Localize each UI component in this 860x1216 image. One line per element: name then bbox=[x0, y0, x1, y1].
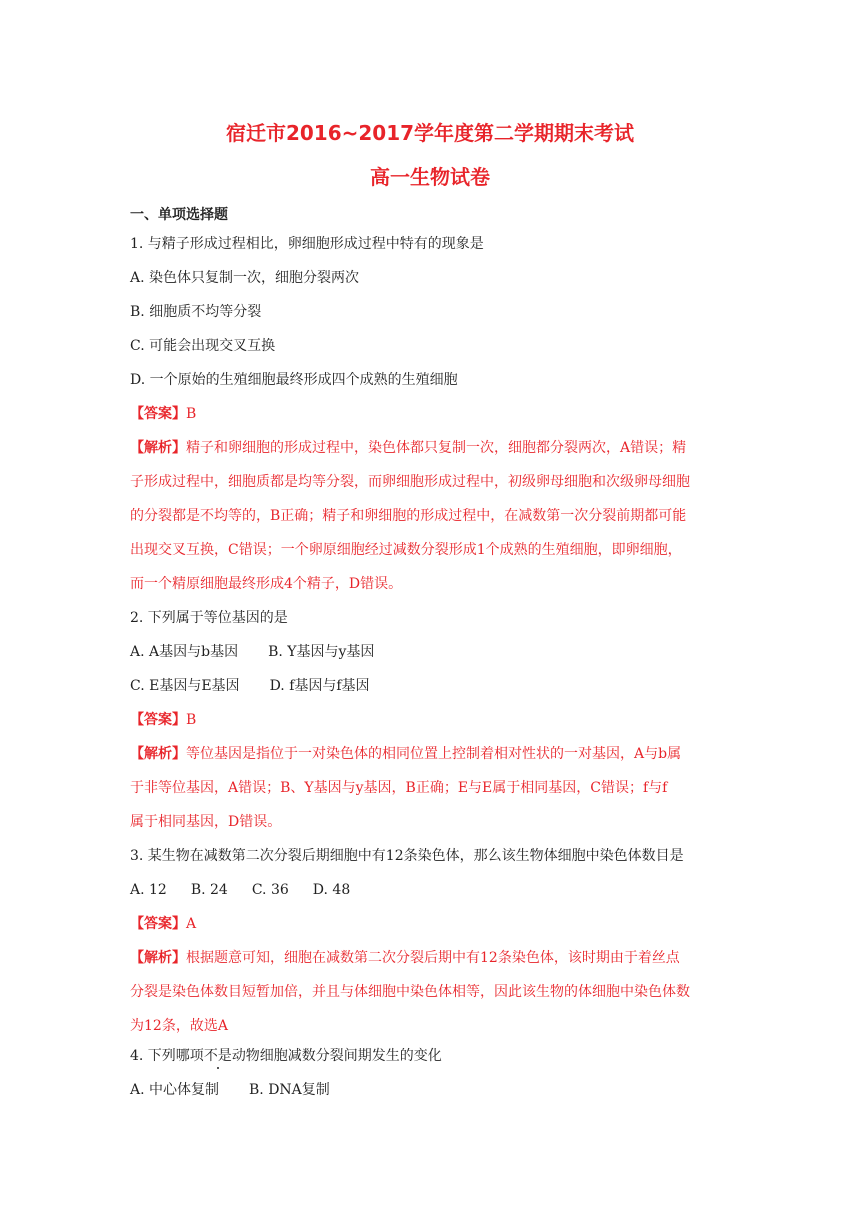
answer-value: B bbox=[186, 406, 197, 422]
answer-value: B bbox=[186, 712, 197, 728]
answer-tag: 【答案】 bbox=[130, 406, 186, 422]
section-heading: 一、单项选择题 bbox=[130, 207, 228, 223]
answer-tag: 【答案】 bbox=[130, 916, 186, 932]
analysis-tag: 【解析】 bbox=[130, 440, 186, 456]
analysis-tag: 【解析】 bbox=[130, 950, 186, 966]
q2-options-row-2 bbox=[130, 676, 370, 696]
analysis-line bbox=[130, 744, 681, 764]
analysis-text: 等位基因是指位于一对染色体的相同位置上控制着相对性状的一对基因，A与b属 bbox=[186, 746, 682, 762]
q4-stem-pre: 4. 下列哪项 bbox=[130, 1048, 204, 1064]
q2-option-b: B. Y基因与y基因 bbox=[268, 644, 375, 660]
q4-stem-emphasis: 不是 bbox=[203, 1048, 232, 1064]
q4-stem-post: 动物细胞减数分裂间期发生的变化 bbox=[231, 1048, 442, 1064]
q2-option-d: D. f基因与f基因 bbox=[269, 678, 370, 694]
q3-option-b: B. 24 bbox=[190, 882, 228, 898]
q1-option-a: A. 染色体只复制一次，细胞分裂两次 bbox=[130, 270, 360, 286]
q3-option-c: C. 36 bbox=[251, 882, 289, 898]
answer-tag: 【答案】 bbox=[130, 712, 186, 728]
analysis-line bbox=[130, 948, 680, 968]
analysis-line bbox=[130, 438, 686, 458]
q3-option-d: D. 48 bbox=[312, 882, 351, 898]
q1-answer bbox=[130, 404, 196, 424]
q1-option-c: C. 可能会出现交叉互换 bbox=[130, 338, 276, 354]
q2-option-a: A. A基因与b基因 bbox=[130, 644, 239, 660]
analysis-tag: 【解析】 bbox=[130, 746, 186, 762]
q2-answer bbox=[130, 710, 196, 730]
analysis-line: 为12条，故选A bbox=[130, 1018, 228, 1034]
analysis-text: 精子和卵细胞的形成过程中，染色体都只复制一次，细胞都分裂两次，A错误；精 bbox=[186, 440, 687, 456]
q3-stem: 3. 某生物在减数第二次分裂后期细胞中有12条染色体，那么该生物体细胞中染色体数目是 bbox=[130, 848, 684, 864]
q1-stem: 1. 与精子形成过程相比，卵细胞形成过程中特有的现象是 bbox=[130, 236, 484, 252]
analysis-line: 于非等位基因，A错误；B、Y基因与y基因，B正确；E与E属于相同基因，C错误；f与f bbox=[130, 780, 668, 796]
document-subtitle: 高一生物试卷 bbox=[370, 165, 490, 189]
document-title: 宿迁市2016~2017学年度第二学期期末考试 bbox=[225, 121, 635, 145]
q4-options-row bbox=[130, 1080, 330, 1100]
q4-option-b: B. DNA复制 bbox=[249, 1082, 330, 1098]
analysis-line: 的分裂都是不均等的，B正确；精子和卵细胞的形成过程中，在减数第一次分裂前期都可能 bbox=[130, 508, 687, 524]
analysis-line: 属于相同基因，D错误。 bbox=[130, 814, 282, 830]
analysis-line: 出现交叉互换，C错误；一个卵原细胞经过减数分裂形成1个成熟的生殖细胞，即卵细胞， bbox=[130, 542, 682, 558]
q2-option-c: C. E基因与E基因 bbox=[130, 678, 240, 694]
q1-option-b: B. 细胞质不均等分裂 bbox=[130, 304, 262, 320]
q3-option-a: A. 12 bbox=[130, 882, 167, 898]
analysis-line: 子形成过程中，细胞质都是均等分裂，而卵细胞形成过程中，初级卵母细胞和次级卵母细胞 bbox=[130, 474, 690, 490]
analysis-text: 根据题意可知，细胞在减数第二次分裂后期中有12条染色体，该时期由于着丝点 bbox=[186, 950, 680, 966]
q2-stem: 2. 下列属于等位基因的是 bbox=[130, 610, 288, 626]
q3-answer bbox=[130, 914, 196, 934]
q4-stem bbox=[130, 1046, 442, 1066]
q3-options-row bbox=[130, 880, 350, 900]
q4-option-a: A. 中心体复制 bbox=[130, 1082, 220, 1098]
analysis-line: 分裂是染色体数目短暂加倍，并且与体细胞中染色体相等，因此该生物的体细胞中染色体数 bbox=[130, 984, 690, 1000]
q1-option-d: D. 一个原始的生殖细胞最终形成四个成熟的生殖细胞 bbox=[130, 372, 458, 388]
analysis-line: 而一个精原细胞最终形成4个精子，D错误。 bbox=[130, 576, 403, 592]
q2-options-row-1 bbox=[130, 642, 374, 662]
answer-value: A bbox=[186, 916, 197, 932]
